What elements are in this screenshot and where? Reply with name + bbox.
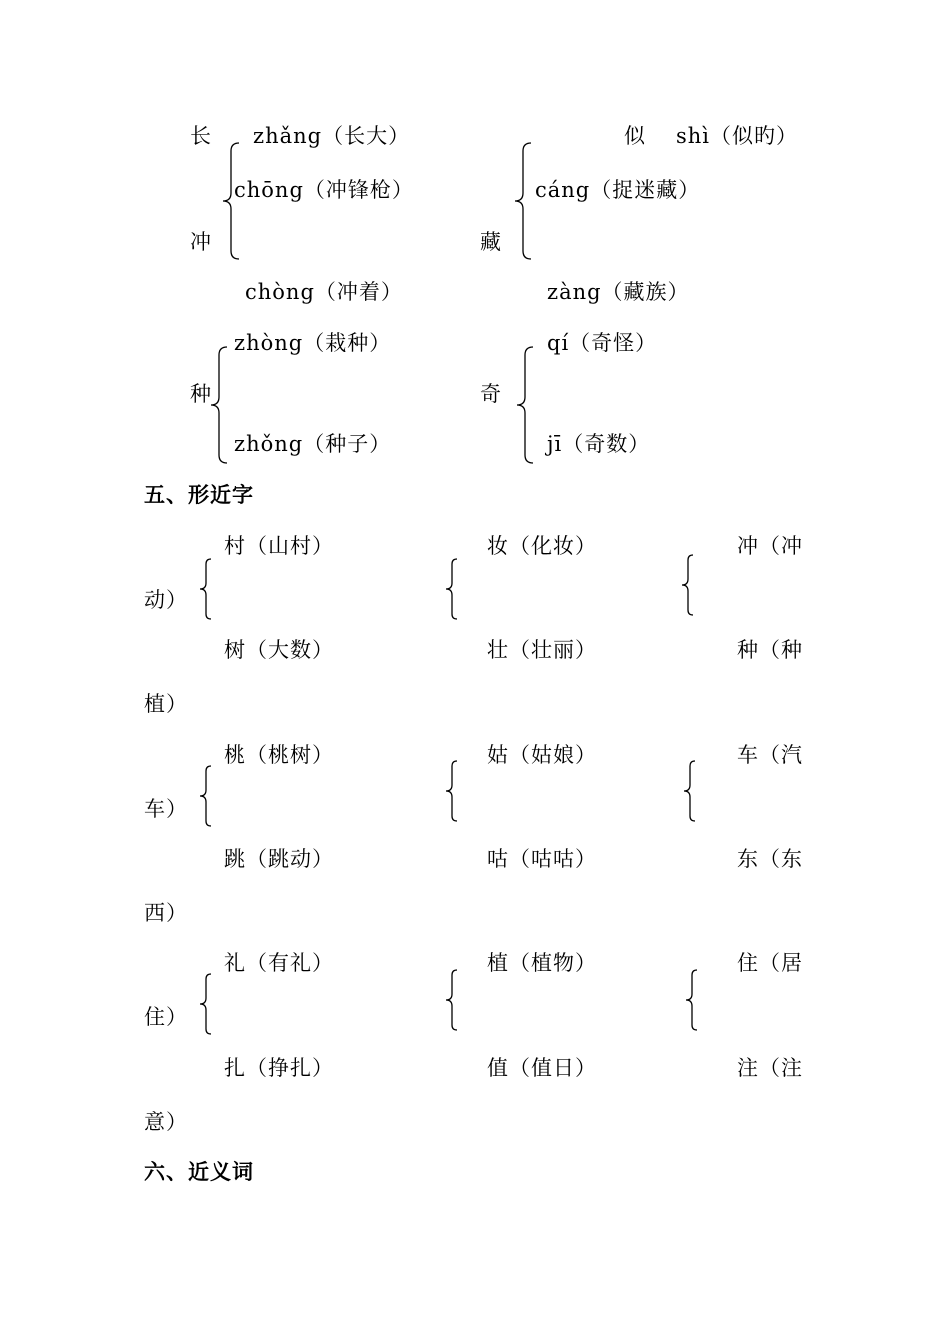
brace xyxy=(443,969,459,1031)
word-pair-top: 妆（化妆） xyxy=(487,534,597,558)
word-pair-bottom: 值（值日） xyxy=(487,1056,597,1080)
brace xyxy=(443,760,459,822)
wrapped-text: 动） xyxy=(144,588,188,612)
word-pair-bottom: 树（大数） xyxy=(224,638,334,662)
char-qi: 奇 xyxy=(480,382,502,406)
reading-zang: zàng（藏族） xyxy=(547,280,690,304)
word-pair-bottom: 咕（咕咕） xyxy=(487,847,597,871)
word-pair-top: 住（居 xyxy=(737,951,803,975)
wrapped-text: 意） xyxy=(144,1110,188,1134)
brace xyxy=(681,760,697,822)
reading-si: shì（似旳） xyxy=(676,124,799,148)
brace-qi xyxy=(514,346,534,464)
char-cang: 藏 xyxy=(480,230,502,254)
brace xyxy=(679,554,695,616)
brace xyxy=(197,558,213,620)
reading-chong-2: chòng（冲着） xyxy=(245,280,403,304)
section-heading-synonyms: 六、近义词 xyxy=(144,1160,254,1184)
char-zhong: 种 xyxy=(190,382,212,406)
word-pair-bottom: 种（种 xyxy=(737,638,803,662)
wrapped-text: 植） xyxy=(144,692,188,716)
brace xyxy=(197,973,213,1035)
wrapped-text: 住） xyxy=(144,1005,188,1029)
reading-zhang: zhǎng（长大） xyxy=(253,124,411,148)
brace-zhong xyxy=(208,346,228,464)
word-pair-bottom: 壮（壮丽） xyxy=(487,638,597,662)
reading-qi-1: qí（奇怪） xyxy=(547,331,658,355)
word-pair-bottom: 东（东 xyxy=(737,847,803,871)
reading-chong-1: chōng（冲锋枪） xyxy=(234,178,414,202)
brace xyxy=(683,969,699,1031)
brace-cang xyxy=(512,142,532,260)
brace-chong xyxy=(220,142,240,260)
word-pair-bottom: 注（注 xyxy=(737,1056,803,1080)
word-pair-top: 冲（冲 xyxy=(737,534,803,558)
char-zhang: 长 xyxy=(190,124,212,148)
word-pair-top: 礼（有礼） xyxy=(224,951,334,975)
word-pair-bottom: 扎（挣扎） xyxy=(224,1056,334,1080)
word-pair-bottom: 跳（跳动） xyxy=(224,847,334,871)
brace xyxy=(197,765,213,827)
section-heading-similar-chars: 五、形近字 xyxy=(144,483,254,507)
word-pair-top: 车（汽 xyxy=(737,743,803,767)
brace xyxy=(443,558,459,620)
reading-zhong-1: zhòng（栽种） xyxy=(234,331,392,355)
char-chong: 冲 xyxy=(190,230,212,254)
word-pair-top: 桃（桃树） xyxy=(224,743,334,767)
wrapped-text: 西） xyxy=(144,901,188,925)
reading-qi-2: jī（奇数） xyxy=(547,432,651,456)
wrapped-text: 车） xyxy=(144,797,188,821)
word-pair-top: 植（植物） xyxy=(487,951,597,975)
word-pair-top: 村（山村） xyxy=(224,534,334,558)
char-si: 似 xyxy=(624,124,646,148)
reading-cang: cáng（捉迷藏） xyxy=(535,178,701,202)
reading-zhong-2: zhǒng（种子） xyxy=(234,432,392,456)
word-pair-top: 姑（姑娘） xyxy=(487,743,597,767)
